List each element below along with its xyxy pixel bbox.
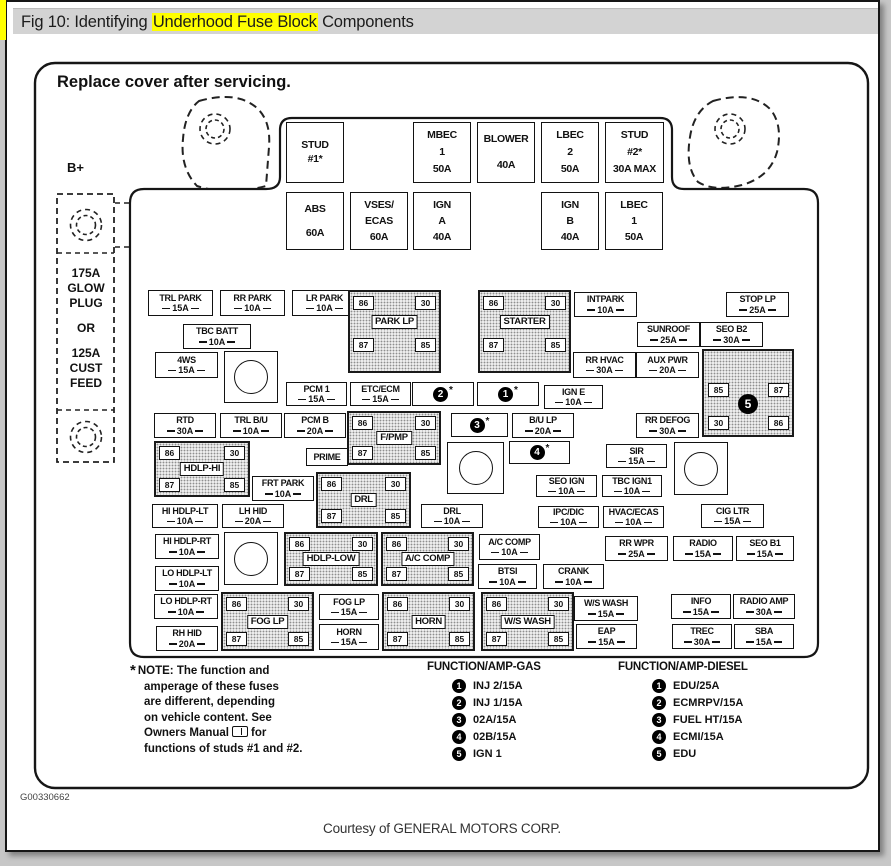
- left-mounting-tab: [183, 97, 270, 191]
- function-list-item: 5 EDU: [652, 747, 748, 761]
- item-number-badge: 2: [452, 696, 466, 710]
- fuse-drl: DRL 10A: [421, 504, 483, 528]
- relay-label: PARK LP: [371, 315, 418, 329]
- fuse-ipc-dic: IPC/DIC 10A: [538, 506, 599, 528]
- relay-pin-30: 30: [708, 416, 729, 430]
- relay-pin-87: 87: [483, 338, 504, 352]
- relay-pin-87: 87: [386, 567, 407, 581]
- relay-pin-30: 30: [415, 416, 436, 430]
- stud-circle: [234, 360, 268, 394]
- fuse-seo-b1: SEO B1 15A: [736, 536, 794, 561]
- item-number-badge: 1: [652, 679, 666, 693]
- fuse-cig-ltr: CIG LTR 15A: [701, 504, 764, 528]
- fuse-w-s-wash: W/S WASH 15A: [574, 596, 638, 621]
- relay-park-lp: [348, 290, 441, 373]
- diesel-function-list: [618, 661, 748, 764]
- relay-label: HDLP-LOW: [303, 552, 360, 566]
- fuse-ign-e: IGN E 10A: [544, 385, 603, 409]
- fuse-trl-b-u: TRL B/U 10A: [220, 413, 282, 438]
- fuse-lh-hid: LH HID 20A: [222, 504, 284, 528]
- fuse-sba: SBA 15A: [734, 624, 794, 649]
- fuse-frt-park: FRT PARK 10A: [252, 476, 314, 501]
- fuse-intpark: INTPARK 10A: [574, 292, 637, 317]
- relay-pin-85: 85: [385, 509, 406, 523]
- fuse-abs-60a: ABS 60A: [286, 192, 344, 250]
- relay-pin-86: 86: [353, 296, 374, 310]
- fuse-pcm-b: PCM B 20A: [284, 413, 346, 438]
- note-star: *: [130, 662, 136, 679]
- relay-circled-5: [702, 349, 794, 437]
- fuse-stud-2-30a-max: STUD #2* 30A MAX: [605, 122, 664, 183]
- relay-pin-87: 87: [352, 446, 373, 460]
- function-list-item: 2 ECMRPV/15A: [652, 696, 748, 710]
- mounting-stud: [224, 532, 278, 585]
- relay-drl: [316, 472, 411, 528]
- fuse-aux-pwr: AUX PWR 20A: [636, 352, 699, 378]
- fuse-rr-defog: RR DEFOG 30A: [636, 413, 699, 438]
- relay-label: STARTER: [499, 315, 549, 329]
- fuse-tbc-batt: TBC BATT 10A: [183, 324, 251, 349]
- cover-note: Replace cover after servicing.: [57, 73, 291, 91]
- fuse-radio-amp: RADIO AMP 30A: [733, 594, 795, 619]
- relay-number: 5: [738, 394, 758, 414]
- relay-label: HORN: [411, 615, 446, 629]
- fuse-4ws: 4WS 15A: [155, 352, 218, 378]
- relay-pin-85: 85: [548, 632, 569, 646]
- fuse-blower-40a: BLOWER 40A: [477, 122, 535, 183]
- relay-pin-85: 85: [352, 567, 373, 581]
- relay-label: W/S WASH: [500, 615, 555, 629]
- relay-pin-86: 86: [483, 296, 504, 310]
- fuse-btsi: BTSI 10A: [478, 564, 537, 589]
- relay-pin-86: 86: [159, 446, 180, 460]
- figure-title-highlight: Underhood Fuse Block: [152, 13, 317, 31]
- mounting-stud: [224, 351, 278, 403]
- fuse-horn: HORN 15A: [319, 624, 379, 650]
- relay-pin-87: 87: [387, 632, 408, 646]
- fuse-circled-4: 4 *: [509, 441, 570, 464]
- relay-pin-87: 87: [321, 509, 342, 523]
- diesel-function-title: FUNCTION/AMP-DIESEL: [618, 661, 748, 673]
- function-list-item: 5 IGN 1: [452, 747, 541, 761]
- fuse-stud-1: STUD #1*: [286, 122, 344, 183]
- fuse-ign-b-40a: IGN B 40A: [541, 192, 599, 250]
- relay-starter: [478, 290, 571, 373]
- function-list-item: 2 INJ 1/15A: [452, 696, 541, 710]
- relay-pin-87: 87: [768, 383, 789, 397]
- relay-pin-30: 30: [548, 597, 569, 611]
- figure-title-suffix: Components: [317, 13, 414, 31]
- function-list-item: 3 02A/15A: [452, 713, 541, 727]
- stud-circle: [234, 542, 268, 576]
- item-number-badge: 5: [652, 747, 666, 761]
- item-number-badge: 5: [452, 747, 466, 761]
- relay-a-c-comp: [381, 532, 474, 586]
- relay-pin-30: 30: [448, 537, 469, 551]
- fuse-lo-hdlp-lt: LO HDLP-LT 10A: [155, 566, 219, 591]
- relay-pin-86: 86: [289, 537, 310, 551]
- relay-hdlp-hi: [154, 441, 250, 497]
- relay-pin-30: 30: [385, 477, 406, 491]
- relay-pin-30: 30: [415, 296, 436, 310]
- fuse-lr-park: LR PARK 10A: [292, 290, 357, 316]
- relay-pin-86: 86: [321, 477, 342, 491]
- fuse-etc-ecm: ETC/ECM 15A: [350, 382, 411, 406]
- fuse-sir: SIR 15A: [606, 444, 667, 468]
- relay-pin-86: 86: [768, 416, 789, 430]
- relay-w-s-wash: [481, 592, 574, 651]
- fuse-rtd: RTD 30A: [154, 413, 216, 438]
- owners-manual-icon: [232, 726, 248, 737]
- glow-plug-feed-label: 175A GLOW PLUG OR 125A CUST FEED: [67, 266, 105, 390]
- relay-label: DRL: [350, 493, 377, 507]
- fuse-vses-ecas-60a: VSES/ ECAS 60A: [350, 192, 408, 250]
- fuse-rr-hvac: RR HVAC 30A: [573, 352, 636, 378]
- b-plus-label: B+: [67, 160, 84, 175]
- stud-circle: [684, 452, 718, 486]
- relay-pin-87: 87: [486, 632, 507, 646]
- mounting-stud: [674, 442, 728, 495]
- fuse-circled-1: 1 *: [477, 382, 539, 406]
- gas-function-list: [427, 661, 541, 764]
- item-number-badge: 3: [452, 713, 466, 727]
- relay-label: A/C COMP: [401, 552, 454, 566]
- relay-pin-86: 86: [387, 597, 408, 611]
- fuse-hvac-ecas: HVAC/ECAS 10A: [603, 506, 664, 528]
- stud-circle: [459, 451, 493, 485]
- function-list-item: 1 INJ 2/15A: [452, 679, 541, 693]
- relay-pin-30: 30: [449, 597, 470, 611]
- fuse-rh-hid: RH HID 20A: [156, 626, 218, 651]
- item-number-badge: 3: [652, 713, 666, 727]
- relay-pin-85: 85: [415, 338, 436, 352]
- item-number-badge: 2: [652, 696, 666, 710]
- function-list-item: 1 EDU/25A: [652, 679, 748, 693]
- fuse-radio: RADIO 15A: [673, 536, 733, 561]
- fuse-trec: TREC 30A: [672, 624, 732, 649]
- relay-pin-86: 86: [226, 597, 247, 611]
- fuse-rr-park: RR PARK 10A: [220, 290, 285, 316]
- fuse-a-c-comp: A/C COMP 10A: [479, 534, 540, 560]
- relay-label: FOG LP: [247, 615, 289, 629]
- function-list-item: 3 FUEL HT/15A: [652, 713, 748, 727]
- fuse-lo-hdlp-rt: LO HDLP-RT 10A: [154, 594, 218, 619]
- fuse-fog-lp: FOG LP 15A: [319, 594, 379, 620]
- relay-pin-30: 30: [288, 597, 309, 611]
- fuse-seo-ign: SEO IGN 10A: [536, 475, 597, 497]
- fuse-b-u-lp: B/U LP 20A: [512, 413, 574, 438]
- fuse-crank: CRANK 10A: [543, 564, 604, 589]
- relay-pin-86: 86: [352, 416, 373, 430]
- relay-fog-lp: [221, 592, 314, 651]
- item-number-badge: 1: [452, 679, 466, 693]
- relay-pin-30: 30: [352, 537, 373, 551]
- relay-pin-87: 87: [353, 338, 374, 352]
- courtesy-line: Courtesy of GENERAL MOTORS CORP.: [323, 821, 561, 836]
- fuse-tbc-ign1: TBC IGN1 10A: [602, 475, 662, 497]
- relay-pin-85: 85: [545, 338, 566, 352]
- relay-label: F/PMP: [376, 431, 412, 445]
- relay-pin-86: 86: [486, 597, 507, 611]
- fuse-stop-lp: STOP LP 25A: [726, 292, 789, 317]
- mounting-stud: [447, 442, 504, 494]
- fuse-circled-2: 2 *: [412, 382, 474, 406]
- relay-pin-87: 87: [159, 478, 180, 492]
- fuse-seo-b2: SEO B2 30A: [700, 322, 763, 347]
- relay-pin-85: 85: [415, 446, 436, 460]
- gas-function-title: FUNCTION/AMP-GAS: [427, 661, 541, 673]
- relay-hdlp-low: [284, 532, 378, 586]
- figure-number: G00330662: [20, 792, 70, 803]
- function-list-item: 4 02B/15A: [452, 730, 541, 744]
- relay-f-pmp: [347, 411, 441, 465]
- item-number-badge: 4: [452, 730, 466, 744]
- fuse-ign-a-40a: IGN A 40A: [413, 192, 471, 250]
- fuse-info: INFO 15A: [671, 594, 731, 619]
- item-number-badge: 4: [652, 730, 666, 744]
- fuse-trl-park: TRL PARK 15A: [148, 290, 213, 316]
- relay-pin-85: 85: [449, 632, 470, 646]
- fuse-pcm-1: PCM 1 15A: [286, 382, 347, 406]
- relay-label: HDLP-HI: [180, 462, 224, 476]
- relay-pin-85: 85: [288, 632, 309, 646]
- fuse-rr-wpr: RR WPR 25A: [605, 536, 668, 561]
- relay-pin-85: 85: [448, 567, 469, 581]
- relay-pin-86: 86: [386, 537, 407, 551]
- fuse-mbec-1-50a: MBEC 1 50A: [413, 122, 471, 183]
- relay-pin-30: 30: [224, 446, 245, 460]
- relay-pin-85: 85: [708, 383, 729, 397]
- fuse-prime: PRIME: [306, 448, 348, 466]
- relay-pin-85: 85: [224, 478, 245, 492]
- relay-pin-87: 87: [226, 632, 247, 646]
- fuse-sunroof: SUNROOF 25A: [637, 322, 700, 347]
- fuse-hi-hdlp-lt: HI HDLP-LT 10A: [152, 504, 218, 528]
- relay-pin-87: 87: [289, 567, 310, 581]
- function-list-item: 4 ECMI/15A: [652, 730, 748, 744]
- note-block: * NOTE: The function and amperage of these fuses are different, depending on vehicle content. See Owners Manual for functions of studs #1 and #2.: [130, 662, 303, 755]
- fuse-eap: EAP 15A: [576, 624, 637, 649]
- fuse-hi-hdlp-rt: HI HDLP-RT 10A: [155, 534, 219, 559]
- fuse-circled-3: 3 *: [451, 413, 508, 437]
- relay-horn: [382, 592, 475, 651]
- relay-pin-30: 30: [545, 296, 566, 310]
- figure-title-prefix: Fig 10: Identifying: [21, 13, 152, 31]
- fuse-lbec-1-50a: LBEC 1 50A: [605, 192, 663, 250]
- fuse-lbec-2-50a: LBEC 2 50A: [541, 122, 599, 183]
